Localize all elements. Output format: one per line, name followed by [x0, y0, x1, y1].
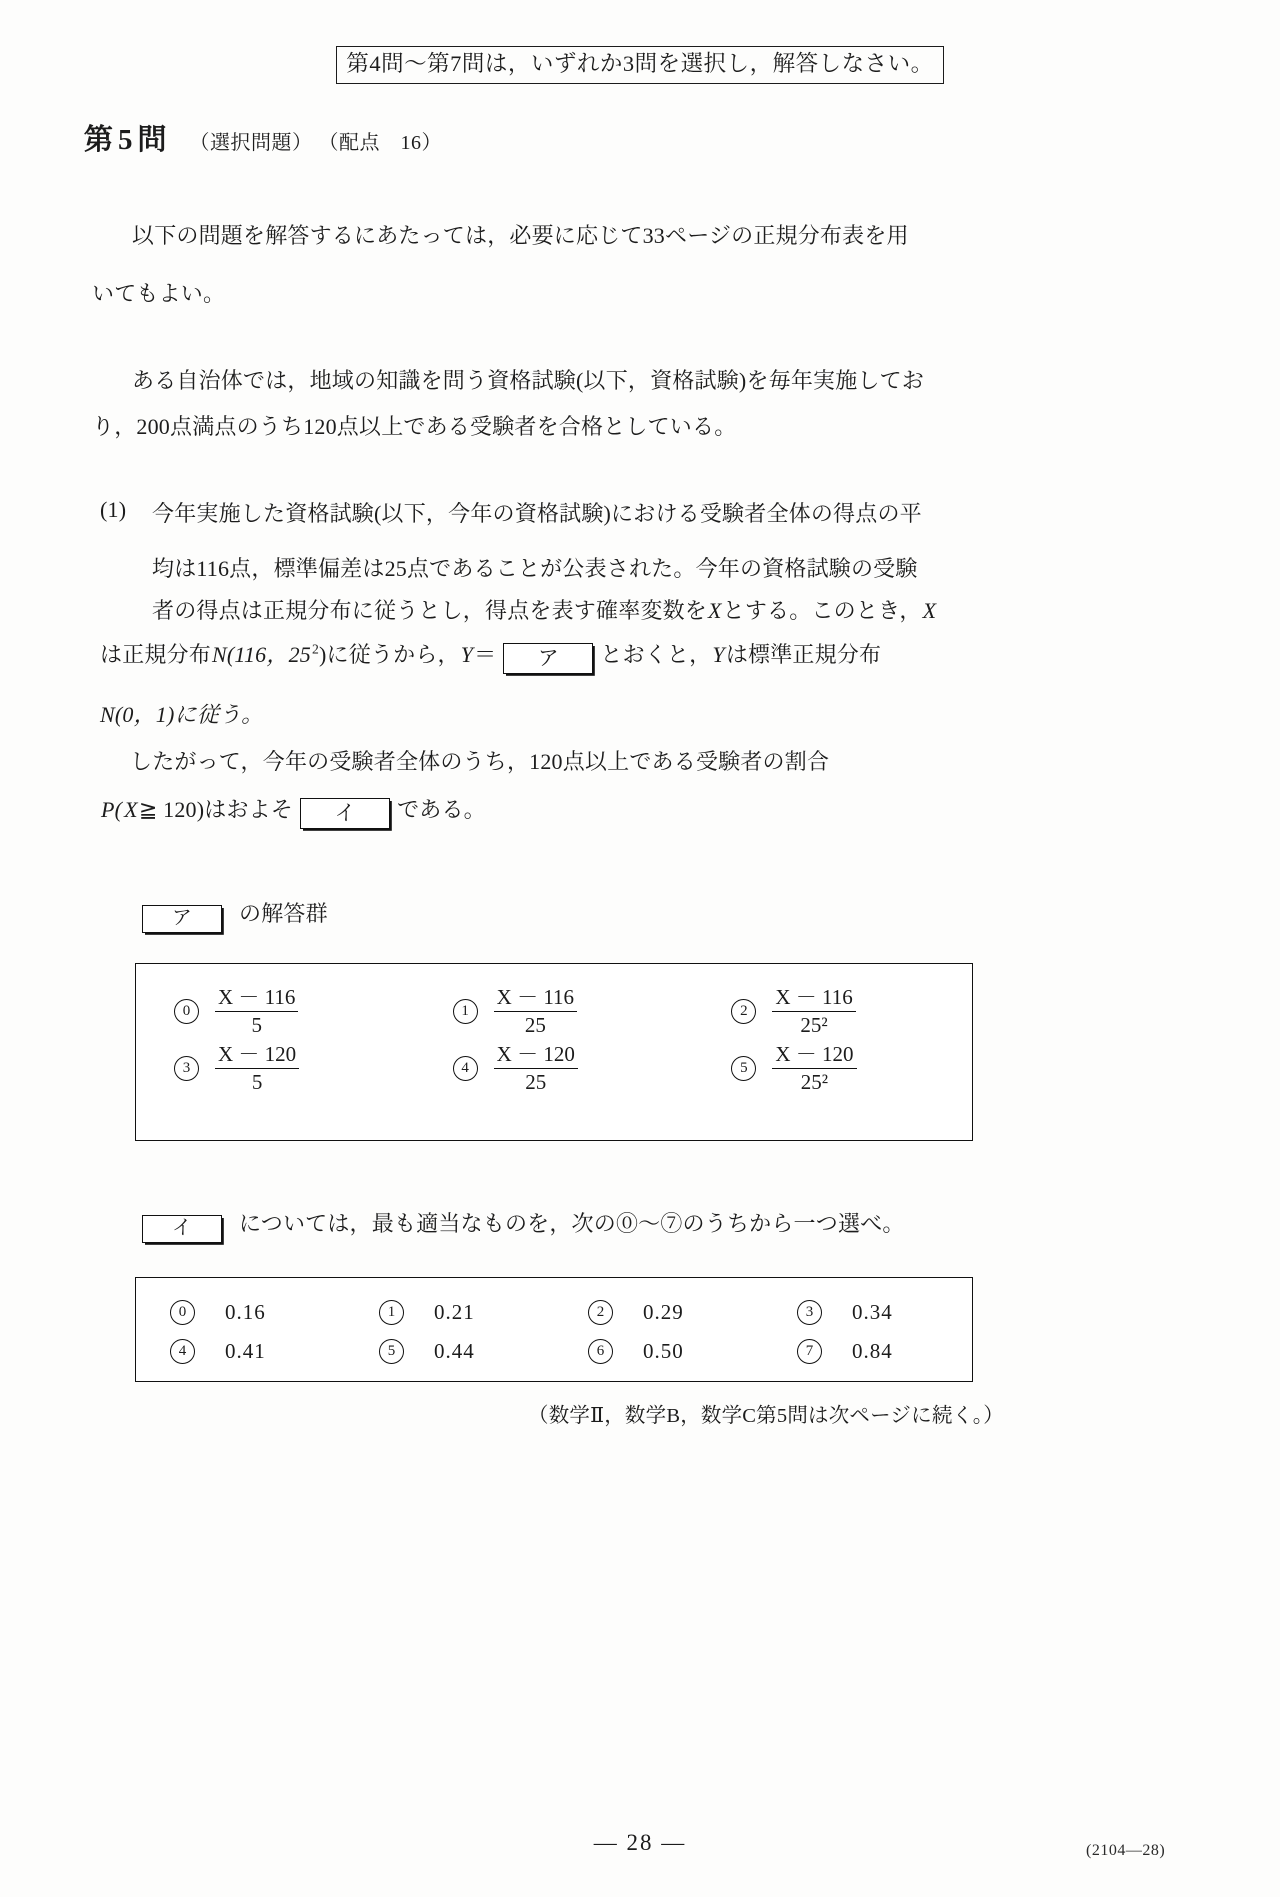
page-number: — 28 —: [593, 1830, 687, 1855]
fraction-0: [215, 986, 298, 1037]
option-i-3[interactable]: [763, 1300, 972, 1325]
fraction-numerator: X － 116: [494, 986, 577, 1012]
option-mark-4: 4: [453, 1056, 478, 1081]
group-a-grid: [136, 964, 972, 1114]
context-line-2: り，200点満点のうち120点以上である受験者を合格としている。: [92, 414, 737, 439]
fraction-denominator: 25²: [800, 1012, 828, 1037]
fraction-numerator: X － 120: [494, 1043, 578, 1069]
equals-sign: ＝: [474, 642, 497, 667]
q1-line-7-b: ≧ 120)はおよそ: [138, 797, 294, 822]
fraction-denominator: 25: [524, 1012, 546, 1037]
group-i-label: [135, 1207, 905, 1243]
group-i-blank-ref[interactable]: イ: [142, 1215, 222, 1243]
q1-line-7-c: である。: [397, 797, 486, 822]
option-value: 0.84: [852, 1339, 893, 1363]
option-a-2[interactable]: [693, 986, 972, 1037]
normal-distribution-expr: N(116，25: [212, 642, 311, 667]
variable-y: Y: [460, 642, 474, 667]
q1-line-3: [152, 594, 937, 625]
fraction-denominator: 5: [251, 1012, 262, 1037]
document-id: (2104—28): [1086, 1842, 1166, 1859]
fraction-2: [772, 986, 855, 1037]
q1-line-5: N(0，1)に従う。: [100, 702, 264, 727]
option-mark-2: 2: [731, 999, 756, 1024]
fraction-denominator: 25: [525, 1069, 547, 1094]
q1-line-3-a: 者の得点は正規分布に従うとし，得点を表す確率変数を: [152, 598, 708, 623]
group-i-grid: [136, 1278, 972, 1384]
q1-line-4-c: とおくと，: [600, 642, 712, 667]
option-mark-0: 0: [174, 999, 199, 1024]
q1-line-6: したがって，今年の受験者全体のうち，120点以上である受験者の割合: [130, 749, 830, 774]
q1-line-4-a: は正規分布: [100, 642, 212, 667]
q1-line-3-b: とする。このとき，: [722, 598, 922, 623]
option-mark-2: 2: [588, 1300, 613, 1325]
question-type: （選択問題）: [189, 132, 313, 154]
q1-line-4-b: )に従うから，: [319, 642, 460, 667]
option-i-6[interactable]: [554, 1339, 763, 1364]
fraction-4: [494, 1043, 578, 1094]
answer-blank-a[interactable]: ア: [503, 643, 593, 674]
option-mark-7: 7: [797, 1339, 822, 1364]
q1-line-2: 均は116点，標準偏差は25点であることが公表された。今年の資格試験の受験: [152, 556, 918, 581]
q1-line-1: 今年実施した資格試験(以下，今年の資格試験)における受験者全体の得点の平: [152, 501, 922, 526]
fraction-3: [215, 1043, 299, 1094]
option-value: 0.34: [852, 1300, 893, 1324]
group-a-options-box: [135, 963, 973, 1141]
option-value: 0.21: [434, 1300, 475, 1324]
variable-x-3: X: [124, 797, 138, 822]
group-i-label-text: については，最も適当なものを，次の⓪～⑦のうちから一つ選べ。: [239, 1211, 905, 1236]
option-i-5[interactable]: [345, 1339, 554, 1364]
option-mark-4: 4: [170, 1339, 195, 1364]
fraction-numerator: X － 116: [215, 986, 298, 1012]
option-a-4[interactable]: [415, 1043, 694, 1094]
option-i-2[interactable]: [554, 1300, 763, 1325]
option-mark-3: 3: [797, 1300, 822, 1325]
option-a-3[interactable]: [136, 1043, 415, 1094]
variable-y-2: Y: [712, 642, 725, 667]
option-a-0[interactable]: [136, 986, 415, 1037]
q1-marker: (1): [100, 497, 127, 522]
group-a-label: [135, 897, 328, 933]
notice-text: 第4問～第7問は，いずれか3問を選択し，解答しなさい。: [336, 46, 943, 84]
variable-x-2: X: [922, 598, 937, 623]
notice-banner: [0, 46, 1280, 84]
group-i-options-box: [135, 1277, 973, 1382]
fraction-numerator: X － 116: [772, 986, 855, 1012]
option-mark-5: 5: [731, 1056, 756, 1081]
option-value: 0.44: [434, 1339, 475, 1363]
intro-line-2: いてもよい。: [92, 281, 226, 306]
exponent-2: 2: [311, 641, 319, 657]
q1-line-4-d: は標準正規分布: [725, 642, 882, 667]
option-mark-5: 5: [379, 1339, 404, 1364]
question-points: （配点 16）: [318, 132, 443, 154]
fraction-denominator: 5: [251, 1069, 263, 1094]
fraction-5: [772, 1043, 856, 1094]
option-i-4[interactable]: [136, 1339, 345, 1364]
context-line-1: ある自治体では，地域の知識を問う資格試験(以下，資格試験)を毎年実施してお: [132, 368, 925, 393]
option-mark-0: 0: [170, 1300, 195, 1325]
option-value: 0.16: [225, 1300, 266, 1324]
option-value: 0.41: [225, 1339, 266, 1363]
question-number: 第5問: [84, 124, 172, 156]
option-i-0[interactable]: [136, 1300, 345, 1325]
group-a-blank-ref[interactable]: ア: [142, 905, 222, 933]
group-a-label-text: の解答群: [239, 901, 328, 926]
option-i-7[interactable]: [763, 1339, 972, 1364]
fraction-denominator: 25²: [800, 1069, 829, 1094]
q1-line-7: [100, 793, 486, 829]
option-mark-1: 1: [379, 1300, 404, 1325]
probability-p: P(: [101, 797, 123, 822]
variable-x: X: [708, 598, 722, 623]
option-mark-3: 3: [174, 1056, 199, 1081]
fraction-1: [494, 986, 577, 1037]
option-mark-1: 1: [453, 999, 478, 1024]
option-a-5[interactable]: [693, 1043, 972, 1094]
page-title: [84, 117, 442, 158]
option-value: 0.29: [643, 1300, 684, 1324]
fraction-numerator: X － 120: [772, 1043, 856, 1069]
option-mark-6: 6: [588, 1339, 613, 1364]
continuation-note: （数学Ⅱ，数学B，数学C第5問は次ページに続く。）: [528, 1405, 1004, 1427]
intro-line-1: 以下の問題を解答するにあたっては，必要に応じて33ページの正規分布表を用: [132, 223, 909, 248]
option-a-1[interactable]: [415, 986, 694, 1037]
option-i-1[interactable]: [345, 1300, 554, 1325]
fraction-numerator: X － 120: [215, 1043, 299, 1069]
answer-blank-i[interactable]: イ: [300, 798, 390, 829]
option-value: 0.50: [643, 1339, 684, 1363]
q1-line-4: [100, 638, 881, 674]
